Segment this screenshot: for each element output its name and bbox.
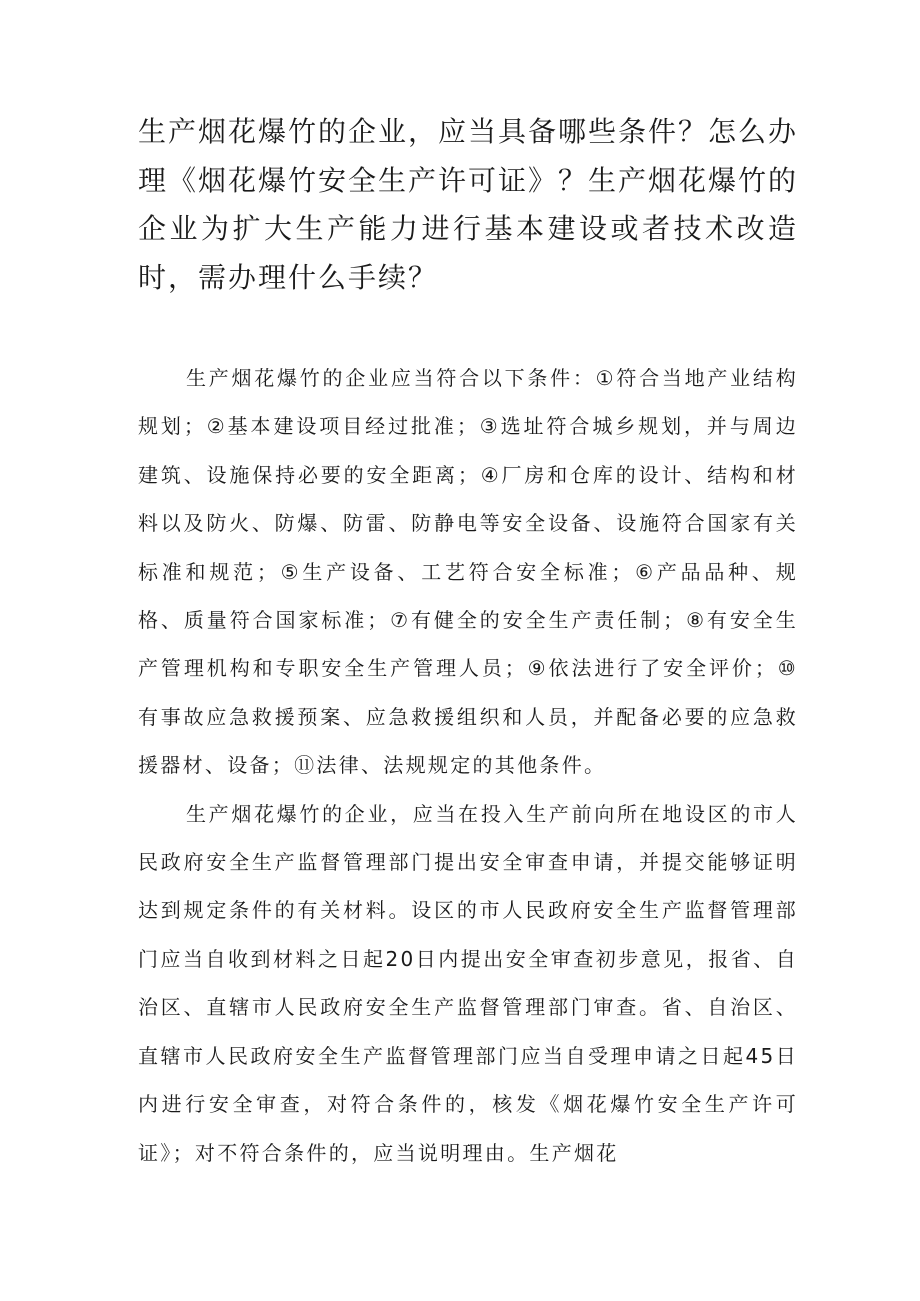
paragraph-conditions: 生产烟花爆竹的企业应当符合以下条件：①符合当地产业结构规划；②基本建设项目经过批准；③选址符合城乡规划，并与周边建筑、设施保持必要的安全距离；④厂房和仓库的设计、结构和材料以及防火、防爆、防雷、防静电等安全设备、设施符合国家有关标准和规范；⑤生产设备、工艺符合安全标准；⑥产品品种、规格、质量符合国家标准；⑦有健全的安全生产责任制；⑧有安全生产管理机构和专职安全生产管理人员；⑨依法进行了安全评价；⑩有事故应急救援预案、应急救援组织和人员，并配备必要的应急救援器材、设备；⑪法律、法规规定的其他条件。 (138, 366, 798, 778)
answer-body (138, 354, 798, 1177)
paragraph-procedure: 生产烟花爆竹的企业，应当在投入生产前向所在地设区的市人民政府安全生产监督管理部门提出安全审查申请，并提交能够证明达到规定条件的有关材料。设区的市人民政府安全生产监督管理部门应当自收到材料之日起20日内提出安全审查初步意见，报省、自治区、直辖市人民政府安全生产监督管理部门审查。省、自治区、直辖市人民政府安全生产监督管理部门应当自受理申请之日起45日内进行安全审查，对符合条件的，核发《烟花爆竹安全生产许可证》；对不符合条件的，应当说明理由。生产烟花 (138, 801, 798, 1165)
question-heading: 生产烟花爆竹的企业，应当具备哪些条件？怎么办理《烟花爆竹安全生产许可证》？生产烟花爆竹的企业为扩大生产能力进行基本建设或者技术改造时，需办理什么手续？ (138, 115, 799, 294)
